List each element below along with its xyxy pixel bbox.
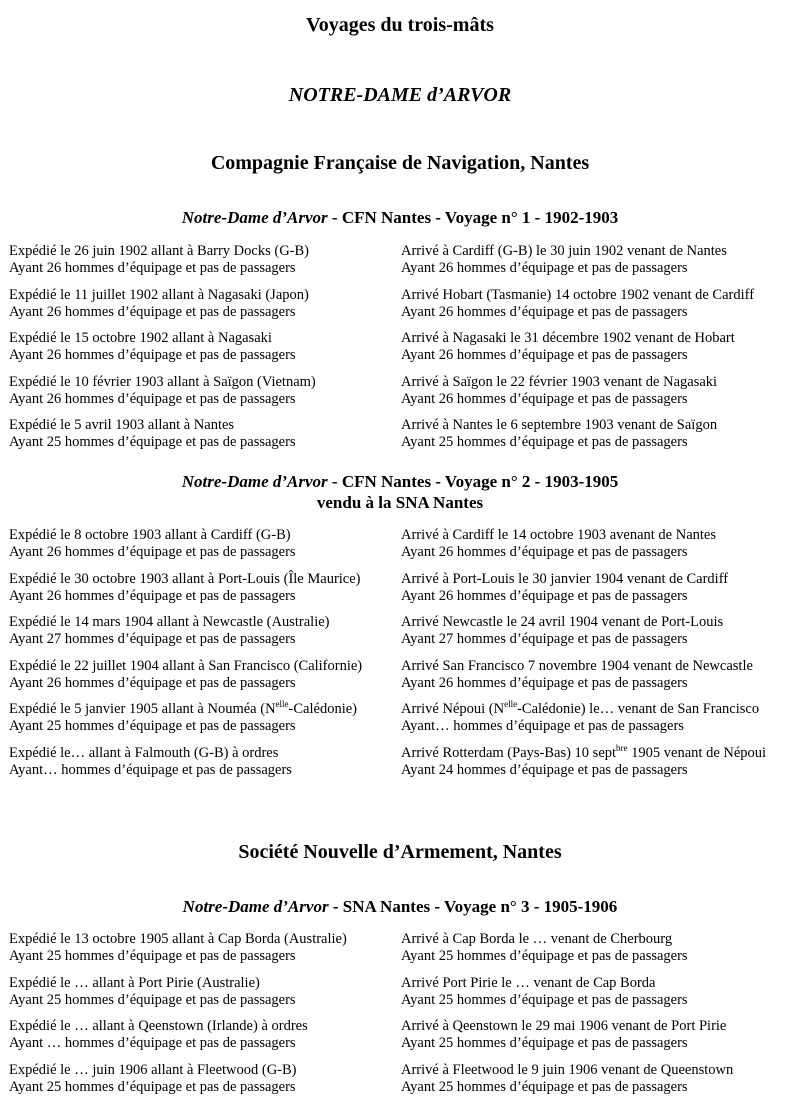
departure-text: Expédié le 8 octobre 1903 allant à Cardiff (G-B) (9, 527, 401, 544)
departure-crew: Ayant 26 hommes d’équipage et pas de passagers (9, 260, 401, 277)
departure-text: Expédié le 13 octobre 1905 allant à Cap Borda (Australie) (9, 931, 401, 948)
departure-crew: Ayant 26 hommes d’équipage et pas de passagers (9, 675, 401, 692)
departure-text: Expédié le 11 juillet 1902 allant à Nagasaki (Japon) (9, 287, 401, 304)
voyage-2-details: - CFN Nantes - Voyage n° 2 - 1903-1905 (328, 472, 619, 491)
departure-text: Expédié le 22 juillet 1904 allant à San Francisco (Californie) (9, 658, 401, 675)
voyage-entry (9, 1018, 791, 1062)
departure-text: Expédié le… allant à Falmouth (G-B) à ordres (9, 745, 401, 762)
arrival-text: Arrivé à Nagasaki le 31 décembre 1902 venant de Hobart (401, 330, 791, 347)
departure-text: Expédié le … juin 1906 allant à Fleetwood (G-B) (9, 1062, 401, 1079)
departure-crew: Ayant … hommes d’équipage et pas de passagers (9, 1035, 401, 1052)
arrival-crew: Ayant 26 hommes d’équipage et pas de passagers (401, 260, 791, 277)
arrival-text: Arrivé à Cardiff (G-B) le 30 juin 1902 venant de Nantes (401, 243, 791, 260)
arrival-crew: Ayant 26 hommes d’équipage et pas de passagers (401, 347, 791, 364)
voyage-1-heading (0, 207, 800, 228)
arrival-crew: Ayant 25 hommes d’équipage et pas de passagers (401, 948, 791, 965)
arrival-text: Arrivé à Saïgon le 22 février 1903 venant de Nagasaki (401, 374, 791, 391)
voyage-1-details: - CFN Nantes - Voyage n° 1 - 1902-1903 (328, 208, 619, 227)
departure-text: Expédié le … allant à Port Pirie (Australie) (9, 975, 401, 992)
departure-crew: Ayant 27 hommes d’équipage et pas de passagers (9, 631, 401, 648)
voyage-entry (9, 1062, 791, 1105)
departure-crew: Ayant 26 hommes d’équipage et pas de passagers (9, 544, 401, 561)
arrival-crew: Ayant 26 hommes d’équipage et pas de passagers (401, 391, 791, 408)
voyage-2-subtitle: vendu à la SNA Nantes (0, 492, 800, 513)
arrival-crew: Ayant 26 hommes d’équipage et pas de passagers (401, 544, 791, 561)
arrival-crew: Ayant 25 hommes d’équipage et pas de passagers (401, 1079, 791, 1096)
voyage-3-details: - SNA Nantes - Voyage n° 3 - 1905-1906 (329, 897, 618, 916)
voyage-2-entries (9, 527, 791, 788)
company-heading-cfn: Compagnie Française de Navigation, Nantes (0, 152, 800, 175)
arrival-text: Arrivé à Cap Borda le … venant de Cherbourg (401, 931, 791, 948)
arrival-crew: Ayant 26 hommes d’équipage et pas de passagers (401, 675, 791, 692)
voyage-entry (9, 287, 791, 331)
arrival-text: Arrivé à Fleetwood le 9 juin 1906 venant de Queenstown (401, 1062, 791, 1079)
departure-text: Expédié le 15 octobre 1902 allant à Nagasaki (9, 330, 401, 347)
departure-crew: Ayant 25 hommes d’équipage et pas de passagers (9, 992, 401, 1009)
voyage-entry (9, 243, 791, 287)
voyage-entry (9, 330, 791, 374)
arrival-text: Arrivé San Francisco 7 novembre 1904 venant de Newcastle (401, 658, 791, 675)
departure-crew: Ayant 25 hommes d’équipage et pas de passagers (9, 1079, 401, 1096)
voyage-2-ship: Notre-Dame d’Arvor (182, 472, 328, 491)
departure-text: Expédié le … allant à Qeenstown (Irlande) à ordres (9, 1018, 401, 1035)
company-heading-sna: Société Nouvelle d’Armement, Nantes (0, 841, 800, 864)
voyage-entry (9, 571, 791, 615)
ship-name-heading: NOTRE-DAME d’ARVOR (0, 84, 800, 107)
arrival-crew: Ayant 25 hommes d’équipage et pas de passagers (401, 434, 791, 451)
voyage-entry (9, 374, 791, 418)
arrival-crew: Ayant 25 hommes d’équipage et pas de passagers (401, 1035, 791, 1052)
voyage-1-entries (9, 243, 791, 461)
departure-text: Expédié le 26 juin 1902 allant à Barry Docks (G-B) (9, 243, 401, 260)
voyage-2-heading (0, 471, 800, 492)
arrival-crew: Ayant 25 hommes d’équipage et pas de passagers (401, 992, 791, 1009)
arrival-text: Arrivé Hobart (Tasmanie) 14 octobre 1902 venant de Cardiff (401, 287, 791, 304)
voyage-entry (9, 614, 791, 658)
departure-text: Expédié le 5 janvier 1905 allant à Nouméa $(N^{elle}-Calédonie)$ (9, 701, 401, 718)
arrival-text: Arrivé à Cardiff le 14 octobre 1903 avenant de Nantes (401, 527, 791, 544)
arrival-crew: Ayant 24 hommes d’équipage et pas de passagers (401, 762, 791, 779)
voyage-entry (9, 975, 791, 1019)
voyage-entry (9, 658, 791, 702)
departure-crew: Ayant 26 hommes d’équipage et pas de passagers (9, 304, 401, 321)
departure-crew: Ayant… hommes d’équipage et pas de passagers (9, 762, 401, 779)
departure-crew: Ayant 25 hommes d’équipage et pas de passagers (9, 434, 401, 451)
departure-crew: Ayant 26 hommes d’équipage et pas de passagers (9, 347, 401, 364)
document-title: Voyages du trois-mâts (0, 14, 800, 37)
departure-crew: Ayant 25 hommes d’équipage et pas de passagers (9, 948, 401, 965)
arrival-text: Arrivé Rotterdam (Pays-Bas) 10 sept$^{bre}$ 1905 venant de Népoui (401, 745, 791, 762)
departure-crew: Ayant 25 hommes d’équipage et pas de passagers (9, 718, 401, 735)
departure-crew: Ayant 26 hommes d’équipage et pas de passagers (9, 391, 401, 408)
arrival-text: Arrivé à Port-Louis le 30 janvier 1904 venant de Cardiff (401, 571, 791, 588)
voyage-entry (9, 701, 791, 745)
voyage-entry (9, 417, 791, 461)
arrival-text: Arrivé Newcastle le 24 avril 1904 venant de Port-Louis (401, 614, 791, 631)
voyage-entry (9, 527, 791, 571)
voyage-entry (9, 931, 791, 975)
arrival-crew: Ayant… hommes d’équipage et pas de passagers (401, 718, 791, 735)
departure-crew: Ayant 26 hommes d’équipage et pas de passagers (9, 588, 401, 605)
voyage-entry (9, 745, 791, 789)
departure-text: Expédié le 14 mars 1904 allant à Newcastle (Australie) (9, 614, 401, 631)
arrival-crew: Ayant 26 hommes d’équipage et pas de passagers (401, 588, 791, 605)
voyage-3-ship: Notre-Dame d’Arvor (183, 897, 329, 916)
arrival-crew: Ayant 26 hommes d’équipage et pas de passagers (401, 304, 791, 321)
departure-text: Expédié le 10 février 1903 allant à Saïgon (Vietnam) (9, 374, 401, 391)
voyage-1-ship: Notre-Dame d’Arvor (182, 208, 328, 227)
departure-text: Expédié le 30 octobre 1903 allant à Port-Louis (Île Maurice) (9, 571, 401, 588)
arrival-text: Arrivé Port Pirie le … venant de Cap Borda (401, 975, 791, 992)
departure-text: Expédié le 5 avril 1903 allant à Nantes (9, 417, 401, 434)
voyage-3-heading (0, 896, 800, 917)
arrival-text: Arrivé à Nantes le 6 septembre 1903 venant de Saïgon (401, 417, 791, 434)
voyage-3-entries (9, 931, 791, 1105)
arrival-crew: Ayant 27 hommes d’équipage et pas de passagers (401, 631, 791, 648)
arrival-text: Arrivé à Qeenstown le 29 mai 1906 venant de Port Pirie (401, 1018, 791, 1035)
arrival-text: Arrivé Népoui $(N^{elle}-Calédonie)$ le… venant de San Francisco (401, 701, 791, 718)
